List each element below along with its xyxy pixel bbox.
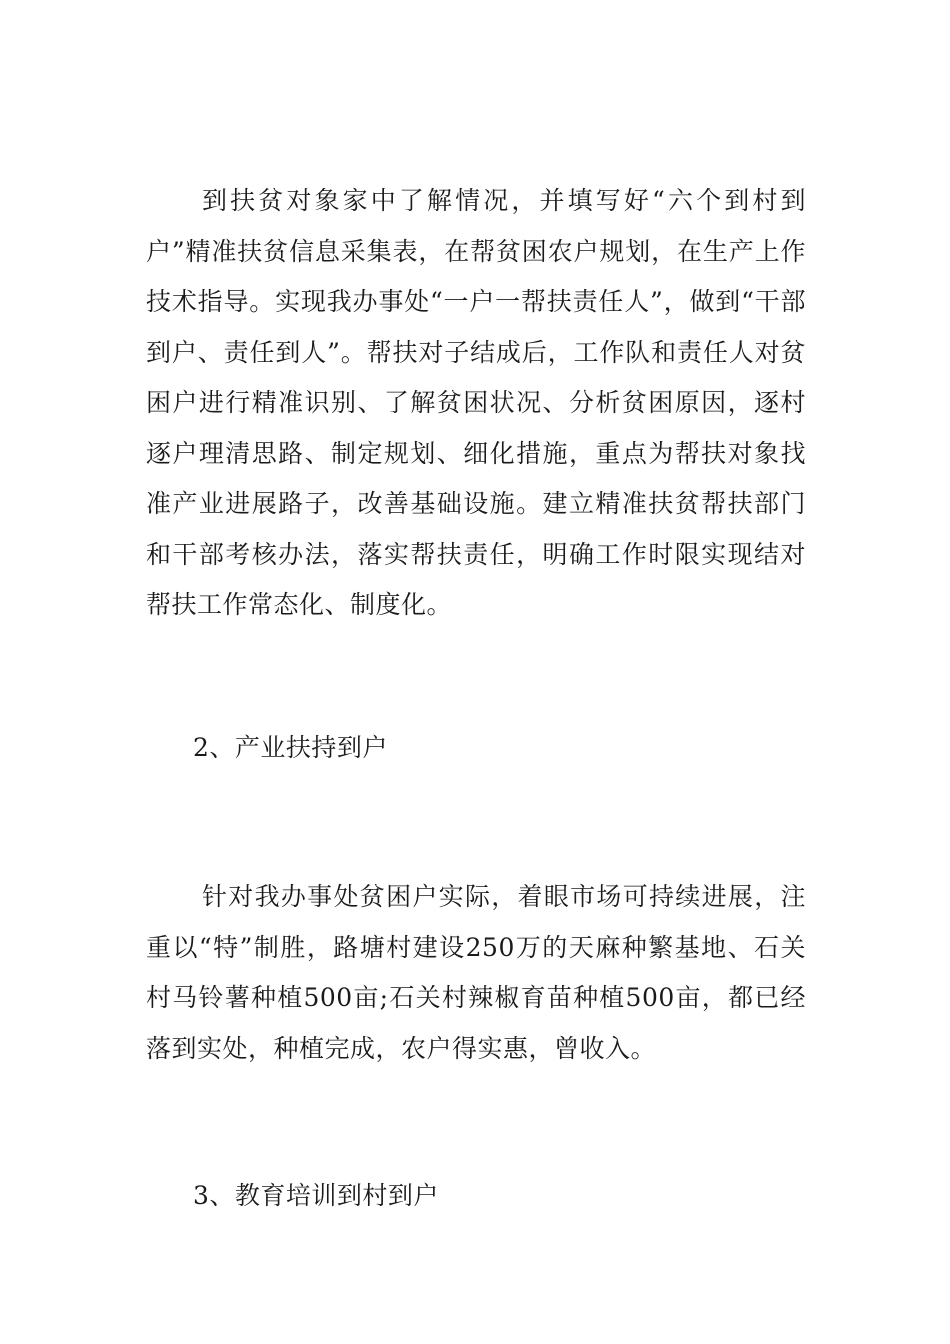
section-heading-education-training: 3、教育培训到村到户 (193, 1181, 439, 1210)
body-paragraph-industry-support: 针对我办事处贫困户实际，着眼市场可持续进展，注重以“特”制胜，路塘村建设250万的天麻种繁基地、石关村马铃薯种植500亩;石关村辣椒育苗种植500亩，都已经落到实处，种植完成，农户得实惠，曾收入。 (146, 882, 806, 1063)
section-heading-industry-support: 2、产业扶持到户 (193, 733, 388, 762)
body-paragraph-assistance-responsibility: 到扶贫对象家中了解情况，并填写好“六个到村到户”精准扶贫信息采集表，在帮贫困农户规划，在生产上作技术指导。实现我办事处“一户一帮扶责任人”，做到“干部到户、责任到人”。帮扶对子结成后，工作队和责任人对贫困户进行精准识别、了解贫困状况、分析贫困原因，逐村逐户理清思路、制定规划、细化措施，重点为帮扶对象找准产业进展路子，改善基础设施。建立精准扶贫帮扶部门和干部考核办法，落实帮扶责任，明确工作时限实现结对帮扶工作常态化、制度化。 (146, 186, 806, 619)
